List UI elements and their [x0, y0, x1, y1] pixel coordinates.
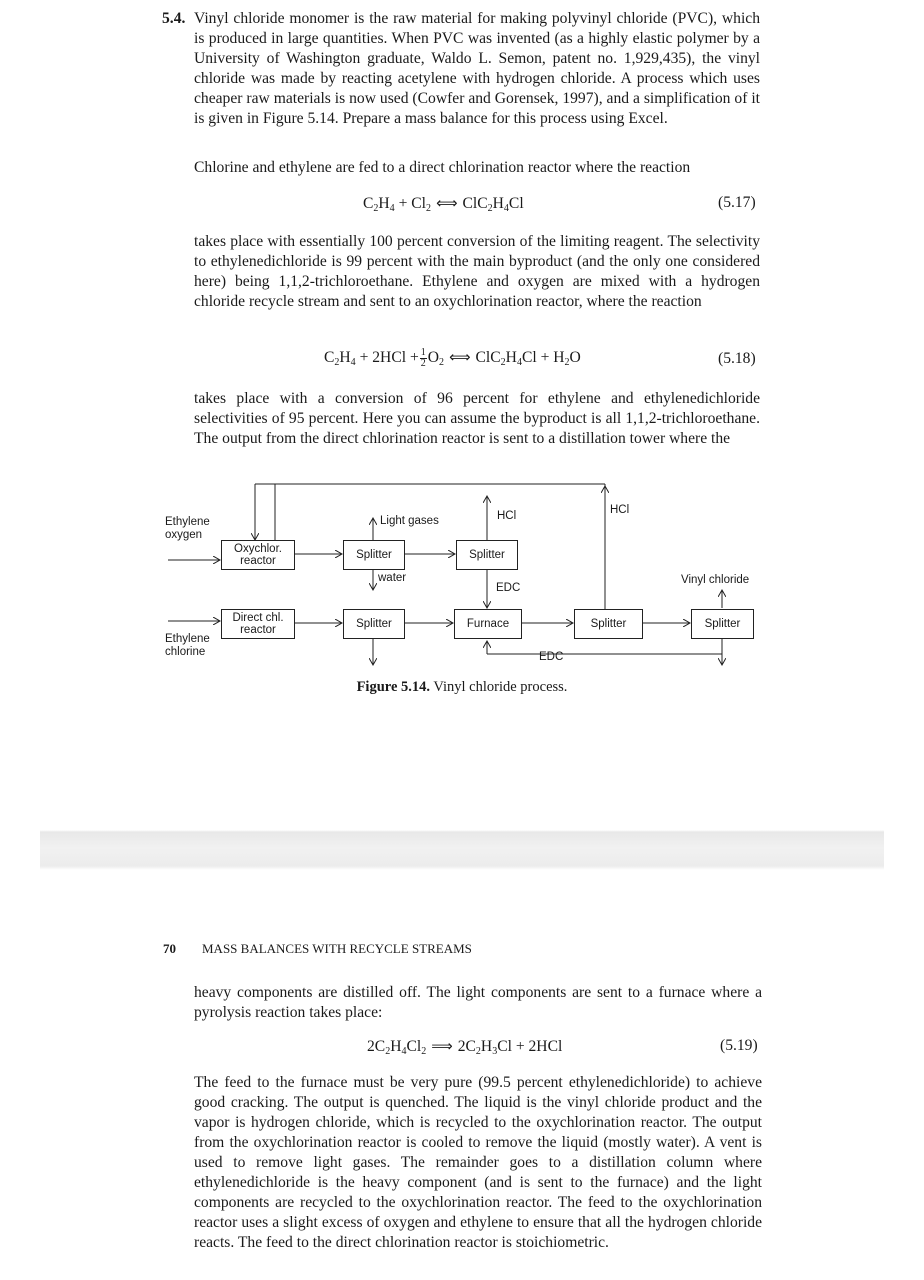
edc-label-1: EDC — [496, 582, 521, 594]
paragraph-heavy-components: heavy components are distilled off. The light components are sent to a furnace where a pyrolysis reaction takes place: — [194, 984, 762, 1021]
problem-number: 5.4. — [162, 10, 186, 27]
splitter-3: Splitter — [343, 609, 405, 639]
edc-label-2: EDC — [539, 651, 564, 663]
furnace: Furnace — [454, 609, 522, 639]
vinyl-chloride-label: Vinyl chloride — [681, 574, 750, 586]
equation-5-19: $2C_2H_4Cl_2$ ⟹ $2C_2H_3Cl + 2HCl$ — [367, 1037, 563, 1057]
hcl-label-2: HCl — [610, 504, 630, 516]
hcl-label-1: HCl — [497, 510, 517, 522]
light-gases-label: Light gases — [380, 515, 439, 527]
flow-lines — [160, 478, 770, 678]
figure-caption-text: Vinyl chloride process. — [433, 679, 568, 695]
feed-ethylene-oxygen: Ethylene oxygen — [165, 516, 210, 541]
splitter-4: Splitter — [574, 609, 643, 639]
paragraph-oxychlorination: takes place with a conversion of 96 percent for ethylene and ethylenedichloride selectivities of 95 percent. Here you can assume the byproduct is all 1,1,2-trichloroethane. The output from the direct chlorination reactor is sent to a distillation tower where the — [194, 390, 760, 447]
figure-caption — [0, 679, 924, 696]
feed-ethylene-chlorine: Ethylene chlorine — [165, 633, 210, 658]
splitter-1: Splitter — [343, 540, 405, 570]
problem-intro: Vinyl chloride monomer is the raw material for making polyvinyl chloride (PVC), which is produced in large quantities. When PVC was invented (as a highly elastic polymer by a University of Washington graduate, Waldo L. Semon, patent no. 1,929,435), the vinyl chloride was made by reacting acetylene with hydrogen chloride. A process which uses cheaper raw materials is now used (Cowfer and Gorensek, 1997), and a simplification of it is given in Figure 5.14. Prepare a mass balance for this process using Excel. — [194, 10, 760, 127]
equation-number-5-17: (5.17) — [718, 194, 756, 211]
page-gap — [0, 828, 924, 870]
splitter-2: Splitter — [456, 540, 518, 570]
water-label: water — [378, 572, 407, 584]
direct-chlorination-reactor: Direct chl. reactor — [221, 609, 295, 639]
process-flow-diagram — [160, 478, 770, 678]
paragraph-furnace-feed: The feed to the furnace must be very pure (99.5 percent ethylenedichloride) to achieve good cracking. The output is quenched. The liquid is the vinyl chloride product and the vapor is hydrogen chloride, which is recycled to the oxychlorination reactor. The output from the oxychlorination reactor is cooled to remove the liquid (mostly water). A vent is used to remove light gases. The remainder goes to a distillation column where ethylenedichloride is the heavy component (and is sent to the furnace) and the light components are recycled to the oxychlorination reactor. The feed to the oxychlorination reactor uses a slight excess of oxygen and ethylene to ensure that all the hydrogen chloride reacts. The feed to the direct chlorination reactor is stoichiometric. — [194, 1074, 762, 1251]
paragraph-direct-chlorination: Chlorine and ethylene are fed to a direct chlorination reactor where the reaction — [194, 159, 691, 176]
splitter-5: Splitter — [691, 609, 754, 639]
paragraph-selectivity: takes place with essentially 100 percent conversion of the limiting reagent. The selectivity to ethylenedichloride is 99 percent with the main byproduct (and the only one considered here) being 1,1,2-trichloroethane. Ethylene and oxygen are mixed with a hydrogen chloride recycle stream and sent to an oxychlorination reactor, where the reaction — [194, 233, 760, 310]
running-head — [163, 941, 472, 957]
figure-caption-label: Figure 5.14. — [356, 679, 431, 695]
page-number: 70 — [163, 941, 176, 956]
equation-5-18: $C_2H_4 + 2HCl$ + $\frac{1}{2}$ $O_2$ ⟺ $ClC_2H_4Cl + H_2O$ — [324, 347, 581, 369]
oxychlorination-reactor: Oxychlor. reactor — [221, 540, 295, 570]
equation-5-17: $C_2H_4 + Cl_2$ ⟺ $ClC_2H_4Cl$ — [363, 194, 524, 214]
running-head-title: MASS BALANCES WITH RECYCLE STREAMS — [202, 941, 472, 956]
equation-number-5-18: (5.18) — [718, 350, 756, 367]
equation-number-5-19: (5.19) — [720, 1037, 758, 1054]
